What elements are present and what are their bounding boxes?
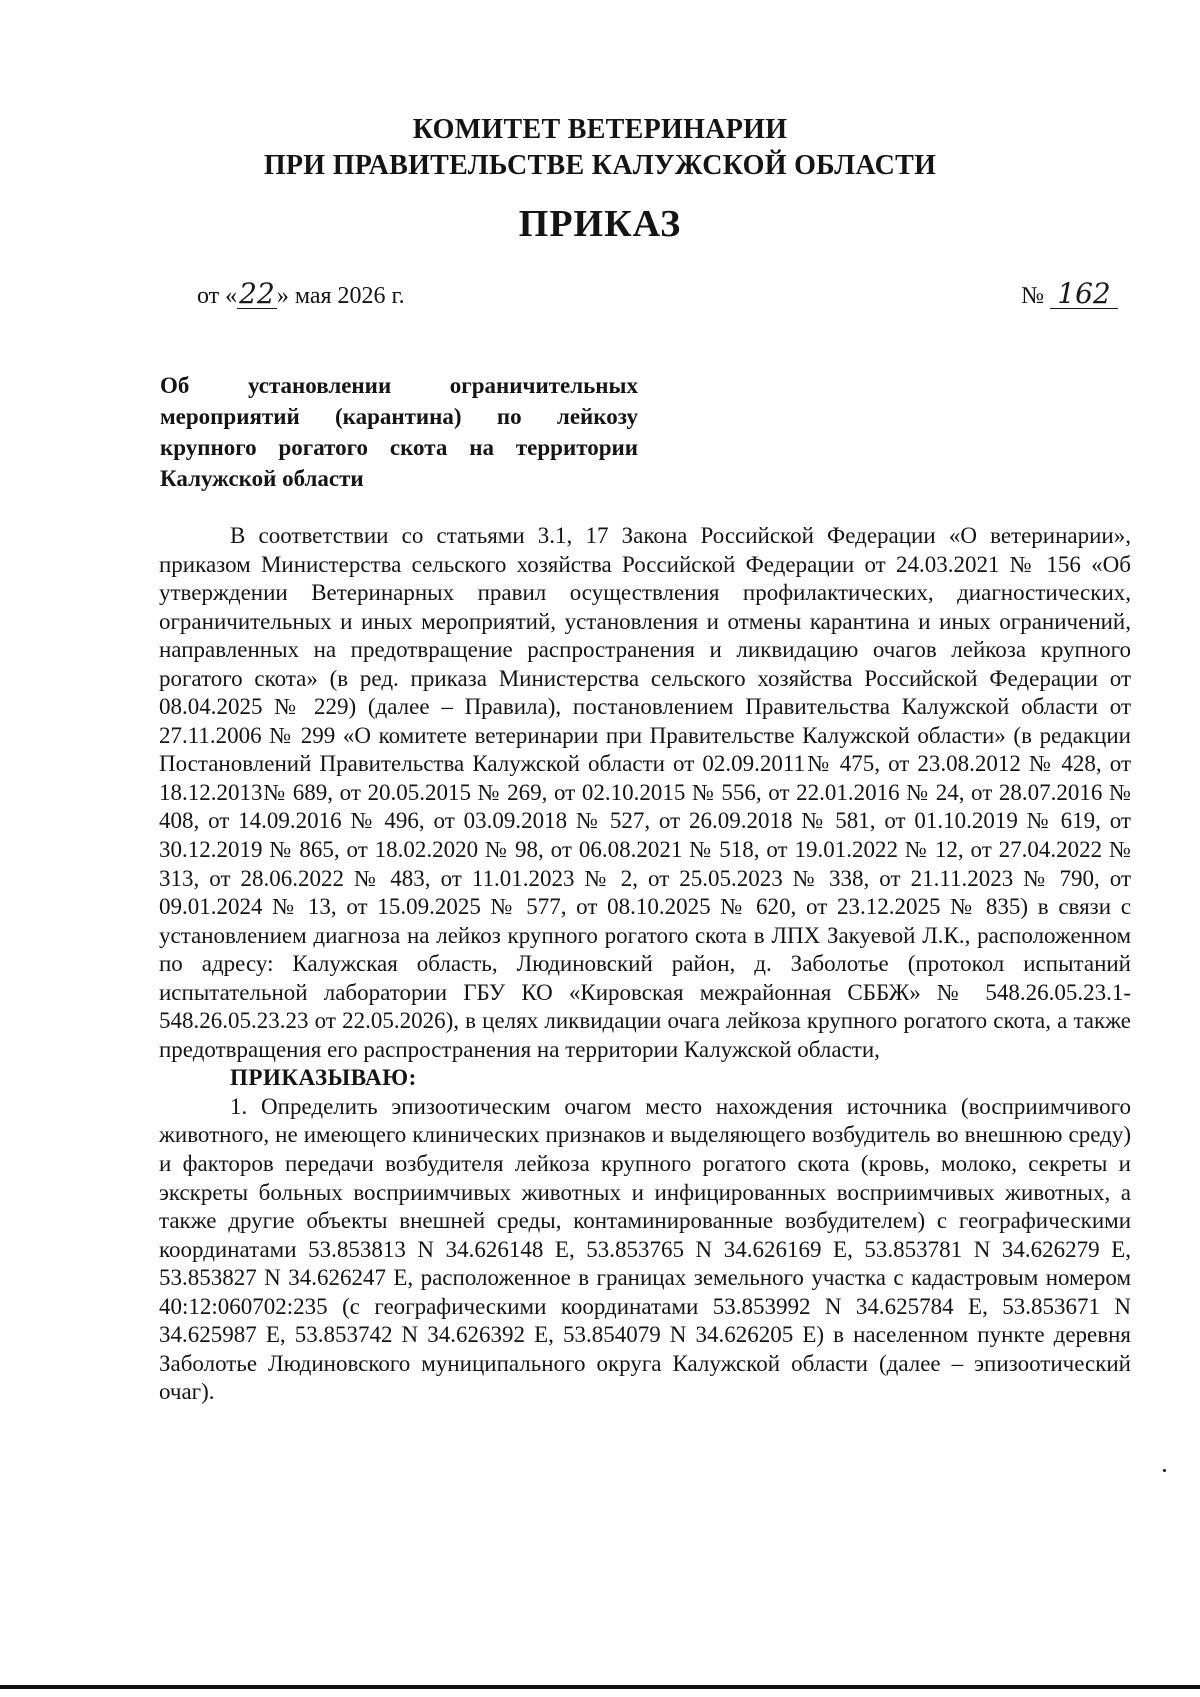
- number-sign: №: [1021, 283, 1044, 309]
- document-subject: Об установлении ограничительных мероприятий (карантина) по лейкозу крупного рогатого скота на территории Калужской области: [160, 373, 638, 491]
- document-number: [1021, 277, 1118, 310]
- document-date: [197, 277, 405, 310]
- order-declaration: ПРИКАЗЫВАЮ:: [230, 1065, 417, 1091]
- scan-speck: [1163, 1469, 1166, 1472]
- preamble-paragraph: В соответствии со статьями 3.1, 17 Закона Российской Федерации «О ветеринарии», приказом Министерства сельского хозяйства Российской Федерации от 24.03.2021 № 156 «Об утверждении Ветеринарных правил осуществления профилактических, диагностических, ограничительных и иных мероприятий, установления и отмены карантина и иных ограничений, направленных на предотвращение распространения и ликвидацию очагов лейкоза крупного рогатого скота» (в ред. приказа Министерства сельского хозяйства Российской Федерации от 08.04.2025 № 229) (далее – Правила), постановлением Правительства Калужской области от 27.11.2006 № 299 «О комитете ветеринарии при Правительстве Калужской области» (в редакции Постановлений Правительства Калужской области от 02.09.2011№ 475, от 23.08.2012 № 428, от 18.12.2013№ 689, от 20.05.2015 № 269, от 02.10.2015 № 556, от 22.01.2016 № 24, от 28.07.2016 № 408, от 14.09.2016 № 496, от 03.09.2018 № 527, от 26.09.2018 № 581, от 01.10.2019 № 619, от 30.12.2019 № 865, от 18.02.2020 № 98, от 06.08.2021 № 518, от 19.01.2022 № 12, от 27.04.2022 № 313, от 28.06.2022 № 483, от 11.01.2023 № 2, от 25.05.2023 № 338, от 21.11.2023 № 790, от 09.01.2024 № 13, от 15.09.2025 № 577, от 08.10.2025 № 620, от 23.12.2025 № 835) в связи с установлением диагноза на лейкоз крупного рогатого скота в ЛПХ Закуевой Л.К., расположенном по адресу: Калужская область, Людиновский район, д. Заболотье (протокол испытаний испытательной лаборатории ГБУ КО «Кировская межрайонная СББЖ» № 548.26.05.23.1-548.26.05.23.23 от 22.05.2026), в целях ликвидации очага лейкоза крупного рогатого скота, а также предотвращения его распространения на территории Калужской области,: [159, 523, 1131, 1062]
- handwritten-number: 162: [1050, 280, 1118, 309]
- document-type-title: ПРИКАЗ: [518, 203, 682, 245]
- document-body: [159, 522, 1131, 1407]
- handwritten-day: 22: [239, 277, 275, 310]
- document-header: [0, 112, 1200, 248]
- organization-name-line-1: КОМИТЕТ ВЕТЕРИНАРИИ: [412, 114, 788, 145]
- date-suffix: » мая 2026 г.: [276, 283, 405, 309]
- date-number-row: [197, 276, 1118, 316]
- order-item-1: 1. Определить эпизоотическим очагом место нахождения источника (восприимчивого животного, не имеющего клинических признаков и выделяющего возбудитель во внешнюю среду) и факторов передачи возбудителя лейкоза крупного рогатого скота (кровь, молоко, секреты и экскреты больных восприимчивых животных и инфицированных восприимчивых животных, а также другие объекты внешней среды, контаминированные возбудителем) с географическими координатами 53.853813 N 34.626148 E, 53.853765 N 34.626169 E, 53.853781 N 34.626279 E, 53.853827 N 34.626247 E, расположенное в границах земельного участка с кадастровым номером 40:12:060702:235 (с географическими координатами 53.853992 N 34.625784 E, 53.853671 N 34.625987 E, 53.853742 N 34.626392 E, 53.854079 N 34.626205 E) в населенном пункте деревня Заболотье Людиновского муниципального округа Калужской области (далее – эпизоотический очаг).: [159, 1093, 1131, 1405]
- date-prefix: от «: [197, 283, 238, 309]
- organization-name-line-2: ПРИ ПРАВИТЕЛЬСТВЕ КАЛУЖСКОЙ ОБЛАСТИ: [263, 150, 937, 181]
- page-bottom-edge: [0, 1685, 1200, 1689]
